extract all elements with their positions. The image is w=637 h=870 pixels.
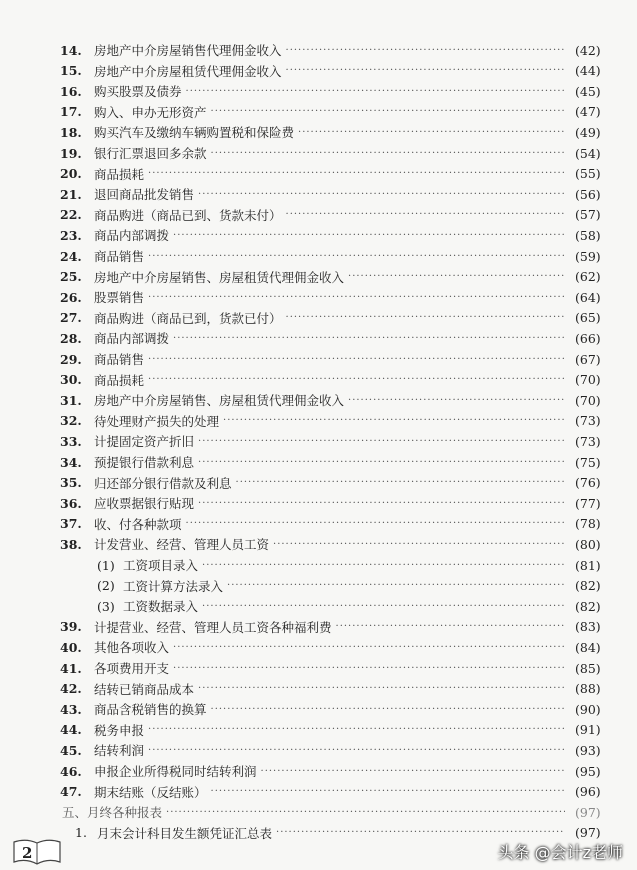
entry-page: (80) [575,536,601,552]
entry-number: 17. [60,104,82,120]
entry-number: 30. [60,372,82,388]
dot-leader [348,271,565,282]
toc-entry [60,184,601,204]
book-icon [12,838,62,866]
entry-number: 42. [60,681,82,697]
entry-number: (3) [97,598,115,614]
entry-page: (66) [575,330,601,346]
entry-title: 结转已销商品成本 [94,681,195,697]
entry-number: 45. [60,742,82,758]
entry-title: 退回商品批发销售 [94,187,195,203]
entry-number: 24. [60,248,82,264]
watermark: 头条 @会计z老师 [497,843,623,862]
toc-entry [60,267,601,287]
toc-entry [60,122,601,142]
entry-title: 计提营业、经营、管理人员工资各种福利费 [94,619,332,635]
dot-leader [148,745,565,756]
entry-page: (62) [575,269,601,285]
dot-leader [286,45,565,56]
toc-entry [60,349,601,369]
entry-page: (77) [575,495,601,511]
toc-entry [60,699,601,719]
entry-title: 商品购进（商品已到，货款已付） [94,310,282,326]
entry-title: 房地产中介房屋租赁代理佣金收入 [94,63,282,79]
entry-number: 34. [60,454,82,470]
dot-leader [173,333,565,344]
dot-leader [286,209,565,220]
entry-title: 计发营业、经营、管理人员工资 [94,537,270,553]
entry-page: (42) [575,42,601,58]
dot-leader [202,601,565,612]
entry-title: 商品内部调拨 [94,228,170,244]
dot-leader [276,827,565,838]
entry-page: (49) [575,124,601,140]
entry-number: 37. [60,516,82,532]
entry-number: 21. [60,186,82,202]
entry-number: 39. [60,619,82,635]
dot-leader [236,477,565,488]
entry-page: (84) [575,639,601,655]
toc-entry [60,328,601,348]
entry-title: 购买股票及债券 [94,84,182,100]
toc-entry [97,576,601,596]
entry-page: (58) [575,227,601,243]
entry-number: 22. [60,207,82,223]
entry-title: 商品损耗 [94,372,145,388]
entry-title: 商品销售 [94,249,145,264]
entry-page: (78) [575,516,601,532]
entry-page: (70) [575,392,601,408]
entry-page: (70) [575,372,601,388]
toc-entry [60,205,601,225]
dot-leader [211,148,565,159]
toc-entry [60,308,601,328]
dot-leader [148,168,565,179]
entry-title: 工资计算方法录入 [123,578,224,594]
entry-title: 购买汽车及缴纳车辆购置税和保险费 [94,125,295,141]
entry-number: 19. [60,145,82,161]
toc-entry [60,431,601,451]
entry-page: (97) [575,825,601,841]
entry-page: (96) [575,784,601,800]
dot-leader [223,415,565,426]
toc-entry [60,102,601,122]
dot-leader [211,704,565,715]
dot-leader [198,498,565,509]
entry-number: 29. [60,351,82,367]
dot-leader [211,106,565,117]
dot-leader [148,374,565,385]
entry-page: (45) [575,83,601,99]
entry-title: 房地产中介房屋销售、房屋租赁代理佣金收入 [94,393,345,409]
entry-number: 33. [60,433,82,449]
entry-page: (73) [575,433,601,449]
entry-page: (88) [575,681,601,697]
entry-page: (83) [575,619,601,635]
entry-title: 归还部分银行借款及利息 [94,475,232,491]
toc-entry [60,658,601,678]
dot-leader [198,457,565,468]
dot-leader [198,436,565,447]
toc-entry [60,370,601,390]
entry-title: 五、月终各种报表 [62,805,163,821]
entry-page: (76) [575,475,601,491]
entry-page: (65) [575,310,601,326]
toc-entry [60,411,601,431]
dot-leader [336,621,565,632]
toc-entry [60,452,601,472]
dot-leader [286,312,565,323]
entry-title: 工资数据录入 [123,599,199,615]
entry-title: 期末结账（反结账） [94,784,207,800]
dot-leader [348,395,565,406]
entry-title: 待处理财产损失的处理 [94,413,220,429]
entry-number: 43. [60,701,82,717]
toc-entry [60,225,601,245]
entry-number: 25. [60,269,82,285]
entry-number: 36. [60,495,82,511]
toc-entry [60,720,601,740]
dot-leader [148,354,565,365]
dot-leader [298,127,565,138]
entry-page: (95) [575,763,601,779]
dot-leader [166,807,565,818]
dot-leader [211,786,565,797]
toc-entry [60,740,601,760]
entry-title: 银行汇票退回多余款 [94,146,207,161]
toc-entry [60,40,601,60]
entry-title: 结转利润 [94,743,145,759]
entry-number: 41. [60,660,82,676]
entry-number: 20. [60,166,82,182]
entry-page: (97) [575,804,601,820]
dot-leader [186,518,565,529]
entry-title: 商品内部调拨 [94,331,170,347]
entry-page: (93) [575,742,601,758]
dot-leader [173,663,565,674]
toc-entry [60,246,601,266]
entry-page: (75) [575,454,601,470]
entry-title: 应收票据银行贴现 [94,496,195,512]
dot-leader [198,683,565,694]
entry-page: (81) [575,557,601,573]
dot-leader [148,251,565,262]
entry-number: 27. [60,310,82,326]
entry-title: 商品购进（商品已到、货款未付） [94,207,282,223]
entry-number: (1) [97,557,115,573]
entry-number: 15. [60,63,82,79]
entry-number: 46. [60,763,82,779]
toc-entry [60,514,601,534]
entry-page: (56) [575,186,601,202]
entry-page: (54) [575,145,601,161]
entry-title: 购入、申办无形资产 [94,104,207,120]
entry-page: (91) [575,722,601,738]
toc-entry [60,679,601,699]
dot-leader [148,292,565,303]
dot-leader [273,539,565,550]
dot-leader [173,230,565,241]
entry-page: (90) [575,701,601,717]
entry-page: (67) [575,351,601,367]
entry-number: 26. [60,289,82,305]
entry-page: (47) [575,104,601,120]
entry-title: 计提固定资产折旧 [94,434,195,450]
entry-number: 1. [75,825,87,841]
dot-leader [148,724,565,735]
dot-leader [261,766,565,777]
entry-page: (82) [575,598,601,614]
page-number: 2 [22,844,33,862]
entry-number: 38. [60,536,82,552]
entry-page: (73) [575,413,601,429]
entry-title: 商品销售 [94,352,145,367]
entry-title: 房地产中介房屋销售、房屋租赁代理佣金收入 [94,269,345,285]
entry-title: 工资项目录入 [123,558,199,573]
entry-number: 35. [60,475,82,491]
entry-number: 18. [60,124,82,140]
dot-leader [227,580,565,591]
entry-title: 月末会计科目发生额凭证汇总表 [97,825,273,841]
entry-number: 40. [60,639,82,655]
entry-number: 28. [60,330,82,346]
entry-title: 预提银行借款利息 [94,455,195,470]
toc-entry [60,617,601,637]
toc-entry [60,143,601,163]
entry-title: 各项费用开支 [94,661,170,676]
toc-entry [60,493,601,513]
toc-entry [60,81,601,101]
entry-title: 收、付各种款项 [94,516,182,532]
entry-page: (82) [575,578,601,594]
toc-entry [97,596,601,616]
entry-title: 其他各项收入 [94,640,170,656]
entry-number: 16. [60,83,82,99]
entry-number: 14. [60,42,82,58]
toc-entry [60,473,601,493]
toc-entry [60,782,601,802]
toc-entry [60,390,601,410]
toc-entry [60,61,601,81]
toc-entry [60,637,601,657]
entry-number: 31. [60,392,82,408]
toc-entry [60,164,601,184]
entry-page: (85) [575,660,601,676]
entry-title: 税务申报 [94,722,145,738]
dot-leader [186,86,565,97]
entry-page: (64) [575,289,601,305]
toc-entry [60,287,601,307]
dot-leader [202,560,565,571]
toc-entry [75,823,601,843]
entry-page: (59) [575,248,601,264]
dot-leader [198,189,565,200]
dot-leader [173,642,565,653]
toc-entry [62,802,601,822]
entry-title: 商品含税销售的换算 [94,702,207,718]
entry-title: 申报企业所得税同时结转利润 [94,764,257,779]
entry-number: 44. [60,722,82,738]
entry-page: (57) [575,207,601,223]
toc-entry [97,555,601,575]
entry-title: 房地产中介房屋销售代理佣金收入 [94,43,282,58]
entry-number: 47. [60,784,82,800]
toc-entry [60,761,601,781]
entry-title: 股票销售 [94,290,145,306]
entry-number: 32. [60,413,82,429]
dot-leader [286,65,565,76]
entry-title: 商品损耗 [94,166,145,182]
toc-entry [60,534,601,554]
entry-number: (2) [97,578,115,594]
entry-number: 23. [60,227,82,243]
entry-page: (55) [575,166,601,182]
entry-page: (44) [575,63,601,79]
